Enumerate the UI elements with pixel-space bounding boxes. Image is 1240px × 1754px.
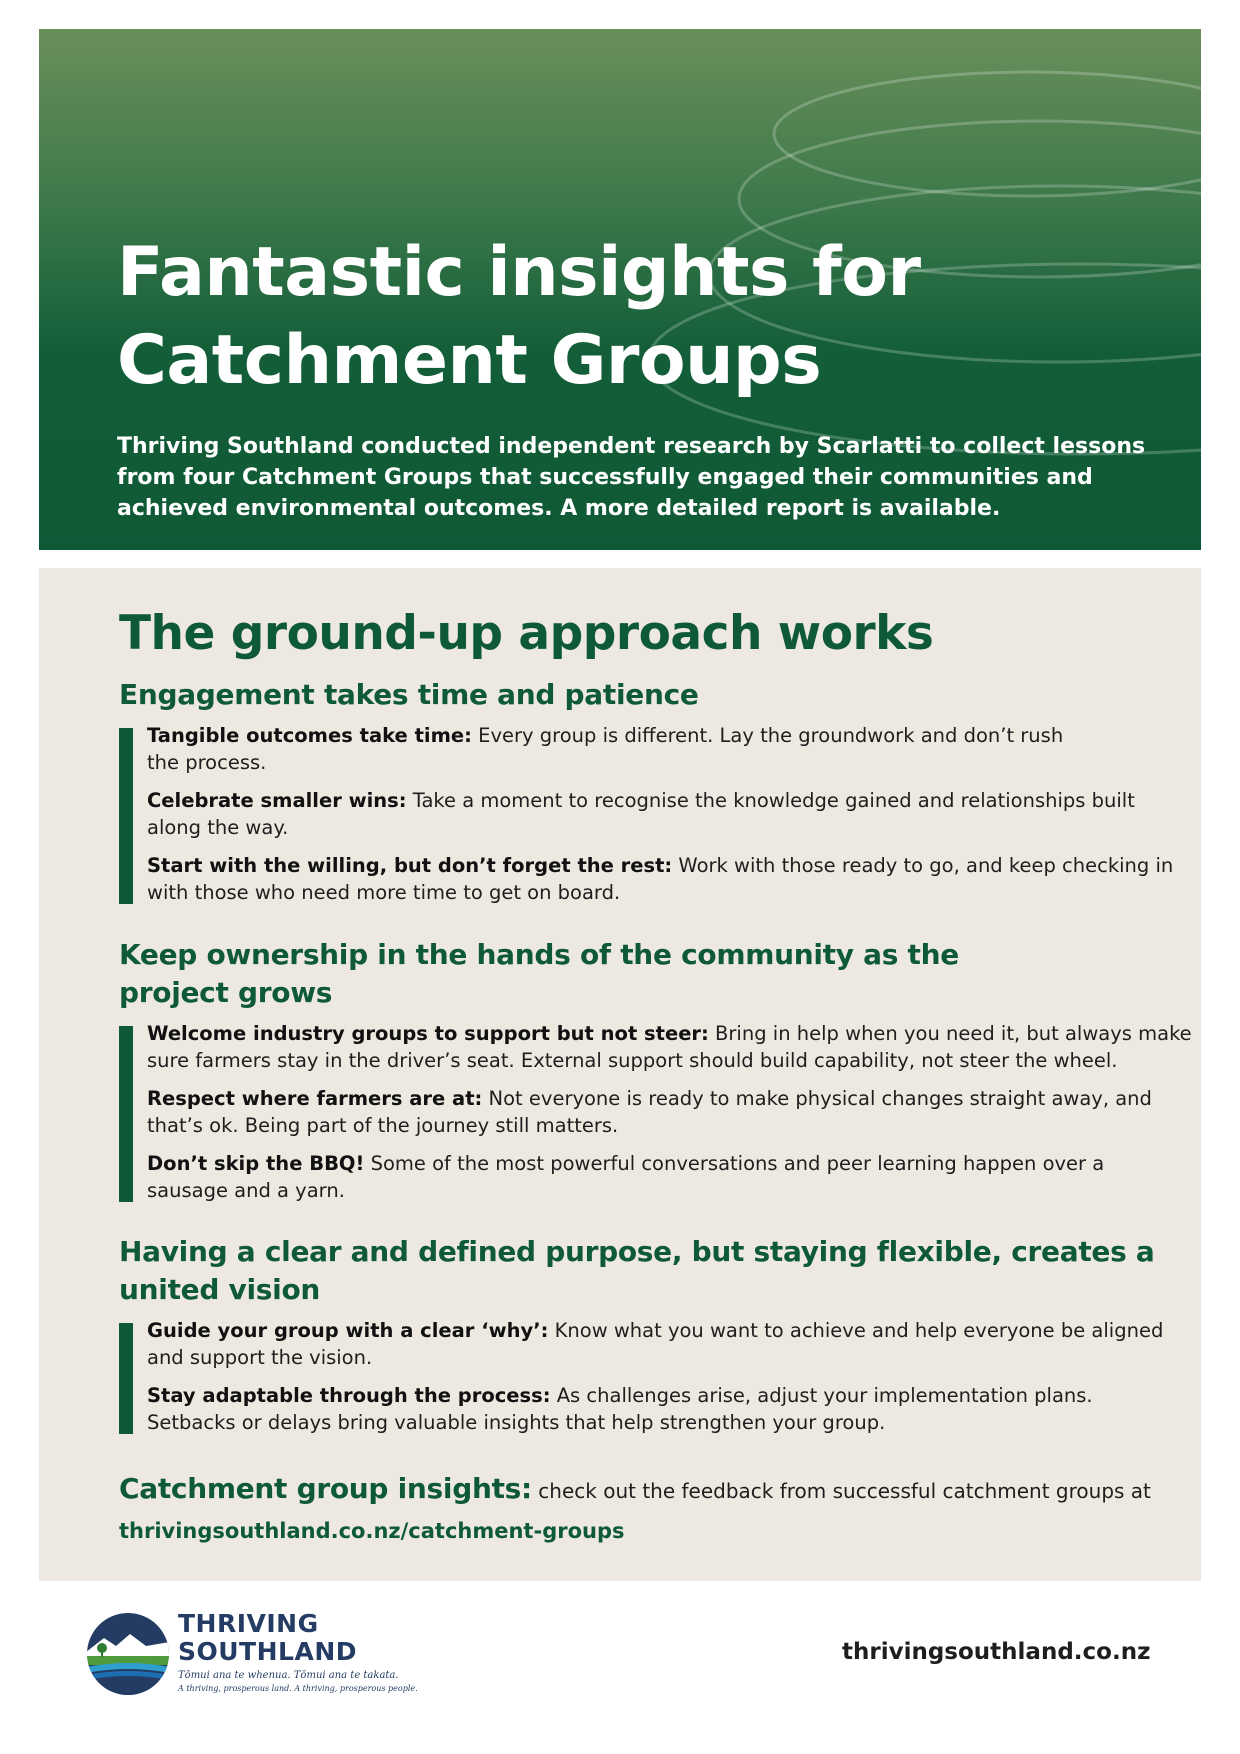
accent-bar xyxy=(119,728,133,904)
hero-intro-line: achieved environmental outcomes. A more detailed report is available. xyxy=(117,496,1001,521)
accent-bar xyxy=(119,1026,133,1202)
content-panel xyxy=(39,568,1201,1581)
point-item xyxy=(147,852,1179,906)
point-item xyxy=(147,1085,1179,1139)
logo-emblem-icon xyxy=(86,1612,170,1696)
hero-banner xyxy=(39,29,1201,550)
insights-text: check out the feedback from successful catchment groups at xyxy=(531,1479,1151,1503)
point-text: Not everyone is ready to make physical changes straight away, and xyxy=(482,1087,1152,1110)
logo-text-thriving: THRIVING xyxy=(178,1609,319,1638)
point-item xyxy=(147,1020,1192,1074)
section-heading xyxy=(119,936,1179,1012)
footer-website-url[interactable]: thrivingsouthland.co.nz xyxy=(842,1639,1151,1665)
point-label: Welcome industry groups to support but not steer: xyxy=(147,1022,709,1045)
point-list xyxy=(119,1317,1179,1436)
point-text: Know what you want to achieve and help everyone be aligned xyxy=(548,1319,1164,1342)
logo-tagline-maori: Tōmui ana te whenua. Tōmui ana te takata. xyxy=(178,1670,399,1681)
point-text: with those who need more time to get on board. xyxy=(147,881,621,904)
point-text: Take a moment to recognise the knowledge gained and relationships built xyxy=(406,789,1135,812)
point-list xyxy=(119,722,1179,906)
hero-intro xyxy=(117,431,1157,524)
point-item xyxy=(147,787,1179,841)
hero-intro-line: Thriving Southland conducted independent research by Scarlatti to collect lessons xyxy=(117,434,1146,459)
point-label: Stay adaptable through the process: xyxy=(147,1384,551,1407)
section-heading-line: united vision xyxy=(119,1273,321,1306)
section-heading-line: project grows xyxy=(119,976,333,1009)
point-label: Respect where farmers are at: xyxy=(147,1087,483,1110)
hero-intro-line: from four Catchment Groups that successfully engaged their communities and xyxy=(117,465,1093,490)
section-heading-line: Keep ownership in the hands of the community as the xyxy=(119,938,959,971)
point-text: sure farmers stay in the driver’s seat. External support should build capability, not steer the wheel. xyxy=(147,1049,1118,1072)
point-text: and support the vision. xyxy=(147,1346,373,1369)
point-label: Start with the willing, but don’t forget the rest: xyxy=(147,854,673,877)
catchment-groups-link[interactable]: thrivingsouthland.co.nz/catchment-groups xyxy=(119,1519,625,1543)
logo-tagline-english: A thriving, prosperous land. A thriving, prosperous people. xyxy=(178,1684,418,1693)
section-engagement xyxy=(119,676,1179,906)
point-label: Guide your group with a clear ‘why’: xyxy=(147,1319,549,1342)
point-text: Work with those ready to go, and keep checking in xyxy=(672,854,1174,877)
section-heading xyxy=(119,676,1179,714)
point-item xyxy=(147,1382,1179,1436)
point-text: As challenges arise, adjust your implementation plans. xyxy=(550,1384,1093,1407)
panel-heading: The ground-up approach works xyxy=(119,606,934,661)
point-label: Celebrate smaller wins: xyxy=(147,789,407,812)
point-list xyxy=(119,1020,1192,1204)
point-text: that’s ok. Being part of the journey still matters. xyxy=(147,1114,619,1137)
insights-title: Catchment group insights: xyxy=(119,1472,532,1505)
section-heading xyxy=(119,1233,1179,1309)
point-text: along the way. xyxy=(147,816,289,839)
point-item xyxy=(147,1317,1179,1371)
point-text: Some of the most powerful conversations and peer learning happen over a xyxy=(364,1152,1105,1175)
point-item xyxy=(147,722,1179,776)
insights-callout xyxy=(119,1470,1189,1546)
point-text: Bring in help when you need it, but always make xyxy=(708,1022,1192,1045)
thriving-southland-logo xyxy=(86,1610,446,1705)
point-text: Setbacks or delays bring valuable insights that help strengthen your group. xyxy=(147,1411,886,1434)
section-heading-line: Engagement takes time and patience xyxy=(119,678,699,711)
hero-title-line: Catchment Groups xyxy=(117,321,822,400)
logo-text-southland: SOUTHLAND xyxy=(178,1637,357,1666)
point-text: sausage and a yarn. xyxy=(147,1179,345,1202)
section-purpose xyxy=(119,1233,1179,1436)
section-heading-line: Having a clear and defined purpose, but staying flexible, creates a xyxy=(119,1235,1155,1268)
point-label: Tangible outcomes take time: xyxy=(147,724,472,747)
hero-title xyxy=(117,229,1017,405)
point-label: Don’t skip the BBQ! xyxy=(147,1152,365,1175)
point-text: Every group is different. Lay the groundwork and don’t rush xyxy=(471,724,1064,747)
accent-bar xyxy=(119,1323,133,1434)
hero-title-line: Fantastic insights for xyxy=(117,233,921,312)
point-text: the process. xyxy=(147,751,267,774)
section-ownership xyxy=(119,936,1192,1204)
point-item xyxy=(147,1150,1179,1204)
